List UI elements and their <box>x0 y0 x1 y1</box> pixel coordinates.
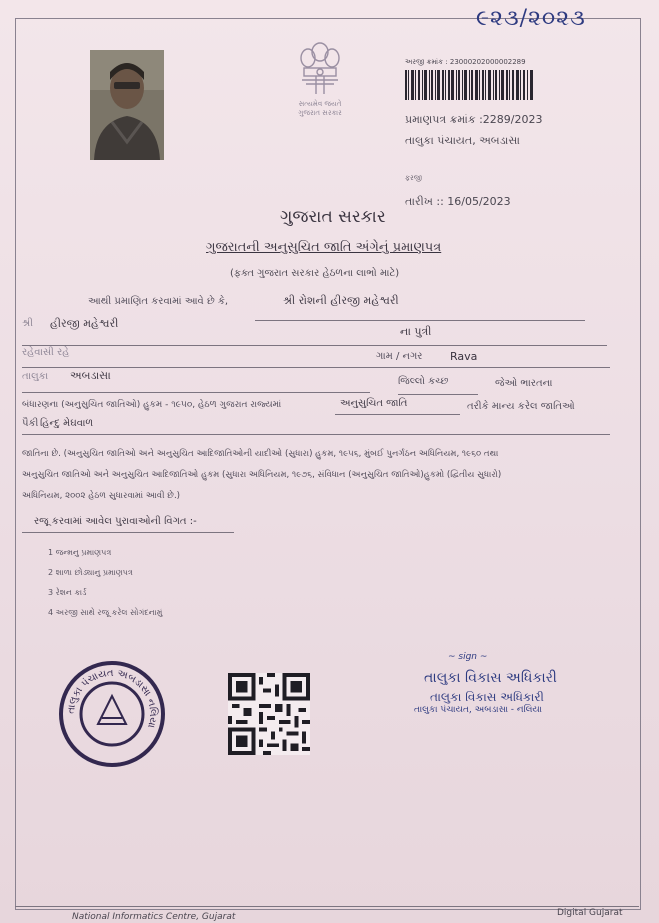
caste-prefix: પૈકી <box>22 418 39 429</box>
applicant-photo <box>90 50 164 160</box>
village-name: Rava <box>450 350 478 363</box>
emblem-caption-line: સત્યમેવ જયતે <box>298 100 342 108</box>
government-heading: ગુજરાત સરકાર <box>280 207 386 227</box>
legal-paragraph-line: અધિનિયમ, ૨૦૦૨ હેઠળ સુધારવામાં આવી છે.) <box>22 491 181 501</box>
father-label: શ્રી <box>22 318 34 329</box>
certificate-subtitle: (ફક્ત ગુજરાત સરકાર હેઠળના લાભો માટે) <box>230 268 400 279</box>
legal-paragraph-line: અનુસુચિત જાતિઓ અને અનુસુચિત આદિજાતિઓ હુકમ (સુધારા અધિનિયમ, ૧૯૭૬, સંવિધાન (અનુસુચિત જાતિઓ)હુકમો (દ્વિતીય સુધારો) <box>22 470 502 480</box>
caste-line <box>22 434 610 435</box>
documents-heading-underline <box>22 532 234 533</box>
legal-paragraph <box>22 444 501 507</box>
document-item: 4 અરજી સાથે રજૂ કરેલ સોગંદનામું <box>48 608 163 617</box>
issuing-office: તાલુકા પંચાયત, અબડાસા <box>405 134 520 147</box>
qr-code <box>228 673 310 755</box>
document-item: 3 રેશન કાર્ડ <box>48 588 87 597</box>
handwritten-register-number: ૯૨૩/૨૦૨૩ <box>476 6 586 31</box>
recognized-text: તરીકે માન્ય કરેલ જાતિઓ <box>467 401 575 412</box>
holder-name: શ્રી રોશની હીરજી મહેશ્વરી <box>283 294 399 307</box>
officer-signature: ~ sign ~ <box>448 652 488 662</box>
footer-rule <box>15 906 639 907</box>
district-line <box>398 394 478 395</box>
certificate-number: પ્રમાણપત્ર ક્રમાંક :2289/2023 <box>405 113 543 126</box>
category: અનુસુચિત જાતિ <box>340 398 408 409</box>
state-label: જેઓ ભારતના <box>495 378 553 389</box>
document-item: 2 શાળા છોડ્યાનુ પ્રમાણપત્ર <box>48 568 133 577</box>
document-item: 1 જન્મનુ પ્રમાણપત્ર <box>48 548 112 557</box>
seal-text: તાલુકા પંચાયત અબડાસા નલિયા <box>65 667 159 729</box>
documents-heading: રજૂ કરવામાં આવેલ પુરાવાઓની વિગત :- <box>34 516 197 527</box>
date-prefix: ફરજી <box>405 174 422 182</box>
issue-date: તારીખ :: 16/05/2023 <box>405 195 511 208</box>
legal-paragraph-line: જાતિના છે. (અનુસુચિત જાતિઓ અને અનુસુચિત આદિજાતિઓની યાદીઓ (સુધારા) હુકમ, ૧૯૫૬, મુંબઈ પુનર્ગઠન અધિનિયમ, ૧૯૬૦ તથા <box>22 449 499 459</box>
footer-right: Digital Gujarat <box>557 908 623 918</box>
emblem-caption <box>285 100 355 118</box>
district-label: જિલ્લો કચ્છ <box>398 376 449 387</box>
residence-line <box>22 367 610 368</box>
taluka-line <box>22 392 370 393</box>
taluka-label: તાલુકા <box>22 371 49 382</box>
holder-name-underline <box>255 320 585 321</box>
order-text: બંધારણના (અનુસુચિત જાતિઓ) હુકમ - ૧૯૫૦, હેઠળ ગુજરાત રાજ્યમાં <box>22 400 282 410</box>
category-underline <box>335 414 460 415</box>
certify-intro: આથી પ્રમાણિત કરવામાં આવે છે કે, <box>88 296 229 307</box>
relation: ના પુત્રી <box>400 325 432 338</box>
documents-list <box>48 543 162 623</box>
certificate-title: ગુજરાતની અનુસુચિત જાતિ અંગેનું પ્રમાણપત્ર <box>206 240 442 255</box>
officer-title: તાલુકા વિકાસ અધિકારી <box>424 670 557 686</box>
footer-left: National Informatics Centre, Gujarat <box>72 912 236 922</box>
officer-stamp-line-1: તાલુકા વિકાસ અધિકારી <box>430 690 544 704</box>
caste-name: હિન્દુ મેઘવાળ <box>40 418 94 429</box>
village-label: ગામ / નગર <box>376 351 423 362</box>
barcode <box>405 70 535 100</box>
father-line <box>22 345 607 346</box>
father-name: હીરજી મહેશ્વરી <box>50 317 119 330</box>
residence-label: રહેવાસી રહે <box>22 347 70 358</box>
emblem-caption-line: ગુજરાત સરકાર <box>298 109 342 117</box>
taluka-name: અબડાસા <box>70 369 111 382</box>
application-number: અરજી ક્રમાંક : 23000202000002289 <box>405 58 526 66</box>
official-round-seal <box>58 660 166 768</box>
officer-stamp-line-2: તાલુકા પંચાયત, અબડાસા - નલિયા <box>414 705 542 715</box>
